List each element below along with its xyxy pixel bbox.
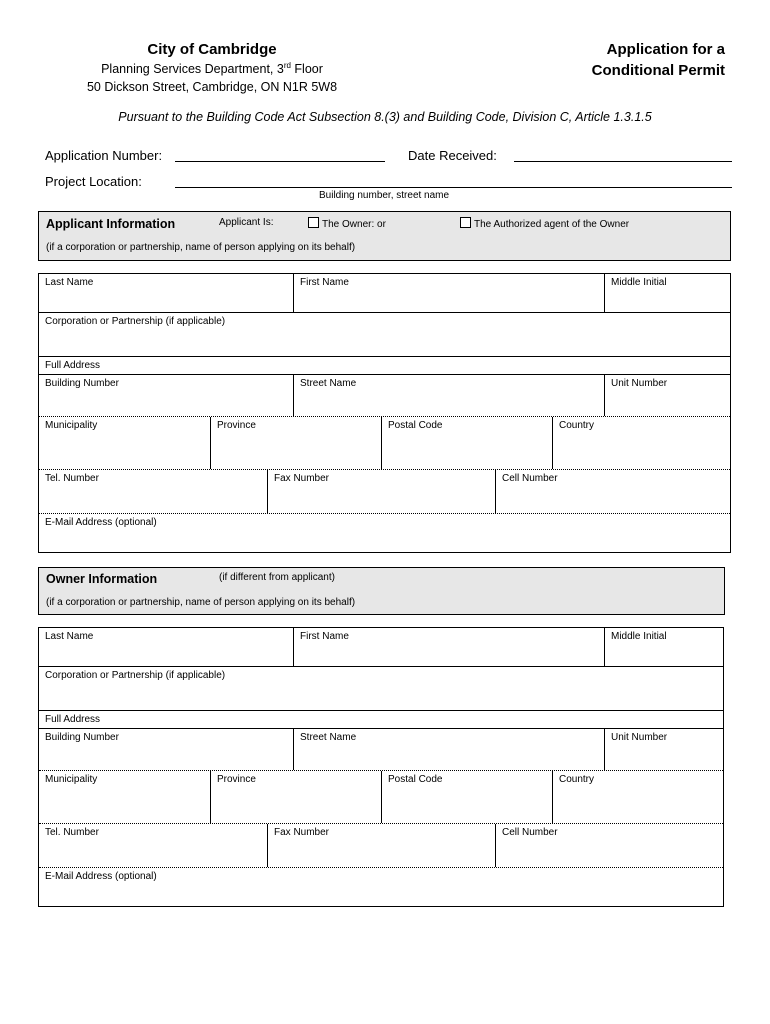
owner-email-label: E-Mail Address (optional) [45, 871, 157, 882]
owner-checkbox[interactable] [308, 217, 319, 228]
owner-full-address-row [39, 711, 723, 729]
owner-corporation-label: Corporation or Partnership (if applicable) [45, 670, 226, 681]
region-row [39, 417, 730, 470]
full-address-row [39, 357, 730, 375]
owner-name-row [39, 628, 723, 667]
owner-tel-number-field[interactable] [39, 824, 267, 867]
owner-fax-number-field[interactable] [267, 824, 495, 867]
name-row [39, 274, 730, 313]
street-name-field[interactable] [293, 375, 604, 416]
middle-initial-label: Middle Initial [611, 277, 667, 288]
owner-email-field[interactable] [39, 868, 723, 906]
agent-checkbox[interactable] [460, 217, 471, 228]
owner-municipality-field[interactable] [39, 771, 210, 823]
date-received-label: Date Received: [408, 148, 497, 163]
owner-cell-number-field[interactable] [495, 824, 723, 867]
owner-info-panel [38, 567, 725, 615]
full-address-label: Full Address [45, 360, 101, 371]
last-name-field[interactable] [39, 274, 293, 312]
owner-full-address-header [39, 711, 723, 728]
postal-code-field[interactable] [381, 417, 552, 469]
applicant-fields-grid [38, 273, 731, 553]
owner-province-label: Province [217, 774, 256, 785]
owner-corporation-field[interactable] [39, 667, 723, 710]
municipality-field[interactable] [39, 417, 210, 469]
applicant-info-panel [38, 211, 731, 261]
owner-building-number-field[interactable] [39, 729, 293, 770]
cell-number-field[interactable] [495, 470, 730, 513]
applicant-is-label: Applicant Is: [219, 217, 274, 228]
owner-tel-number-label: Tel. Number [45, 827, 99, 838]
first-name-label: First Name [300, 277, 349, 288]
corporation-field[interactable] [39, 313, 730, 356]
applicant-note: (if a corporation or partnership, name of person applying on its behalf) [46, 242, 356, 253]
tel-number-label: Tel. Number [45, 473, 99, 484]
owner-first-name-field[interactable] [293, 628, 604, 666]
phone-row [39, 470, 730, 514]
country-field[interactable] [552, 417, 730, 469]
unit-number-field[interactable] [604, 375, 730, 416]
owner-postal-code-label: Postal Code [388, 774, 443, 785]
corporation-label: Corporation or Partnership (if applicable) [45, 316, 226, 327]
form-title-line-2: Conditional Permit [591, 62, 725, 79]
owner-building-number-label: Building Number [45, 732, 119, 743]
project-location-hint: Building number, street name [319, 190, 450, 201]
postal-code-label: Postal Code [388, 420, 443, 431]
full-address-header [39, 357, 730, 374]
owner-option-label: The Owner: or [322, 219, 386, 230]
owner-municipality-label: Municipality [45, 774, 98, 785]
owner-corporation-row [39, 667, 723, 711]
street-name-label: Street Name [300, 378, 357, 389]
owner-cell-number-label: Cell Number [502, 827, 558, 838]
owner-street-row [39, 729, 723, 771]
middle-initial-field[interactable] [604, 274, 730, 312]
street-row [39, 375, 730, 417]
agent-option[interactable] [460, 217, 629, 230]
owner-unit-number-field[interactable] [604, 729, 723, 770]
project-location-field[interactable] [175, 187, 732, 188]
form-title-line-1: Application for a [606, 41, 725, 58]
application-number-label: Application Number: [45, 148, 163, 163]
owner-last-name-field[interactable] [39, 628, 293, 666]
pursuant-statement: Pursuant to the Building Code Act Subsection 8.(3) and Building Code, Division C, Article 1.3.1.5 [118, 110, 652, 124]
city-name: City of Cambridge [147, 41, 277, 58]
owner-fields-grid [38, 627, 724, 907]
department-tail: Floor [290, 62, 323, 77]
last-name-label: Last Name [45, 277, 94, 288]
province-label: Province [217, 420, 256, 431]
municipality-label: Municipality [45, 420, 98, 431]
project-location-label: Project Location: [45, 174, 142, 189]
owner-country-field[interactable] [552, 771, 723, 823]
agent-option-label: The Authorized agent of the Owner [474, 219, 630, 230]
owner-info-title: Owner Information [46, 572, 158, 586]
applicant-info-title: Applicant Information [46, 217, 176, 231]
fax-number-field[interactable] [267, 470, 495, 513]
owner-region-row [39, 771, 723, 824]
owner-country-label: Country [559, 774, 595, 785]
owner-fax-number-label: Fax Number [274, 827, 330, 838]
email-field[interactable] [39, 514, 730, 552]
owner-if-different-note: (if different from applicant) [219, 572, 335, 583]
city-address: 50 Dickson Street, Cambridge, ON N1R 5W8 [86, 80, 338, 94]
owner-phone-row [39, 824, 723, 868]
owner-province-field[interactable] [210, 771, 381, 823]
application-number-field[interactable] [175, 161, 385, 162]
owner-last-name-label: Last Name [45, 631, 94, 642]
fax-number-label: Fax Number [274, 473, 330, 484]
building-number-field[interactable] [39, 375, 293, 416]
first-name-field[interactable] [293, 274, 604, 312]
owner-option[interactable] [308, 217, 386, 230]
country-label: Country [559, 420, 595, 431]
department-text: Planning Services Department, 3 [101, 62, 284, 77]
owner-note: (if a corporation or partnership, name of person applying on its behalf) [46, 597, 356, 608]
owner-unit-number-label: Unit Number [611, 732, 668, 743]
department-superscript: rd [283, 61, 291, 70]
owner-street-name-label: Street Name [300, 732, 357, 743]
owner-middle-initial-label: Middle Initial [611, 631, 667, 642]
tel-number-field[interactable] [39, 470, 267, 513]
owner-street-name-field[interactable] [293, 729, 604, 770]
department-line [0, 61, 424, 76]
date-received-field[interactable] [514, 161, 732, 162]
email-row [39, 514, 730, 553]
province-field[interactable] [210, 417, 381, 469]
owner-middle-initial-field[interactable] [604, 628, 723, 666]
corporation-row [39, 313, 730, 357]
unit-number-label: Unit Number [611, 378, 668, 389]
owner-postal-code-field[interactable] [381, 771, 552, 823]
owner-first-name-label: First Name [300, 631, 349, 642]
cell-number-label: Cell Number [502, 473, 558, 484]
owner-email-row [39, 868, 723, 907]
building-number-label: Building Number [45, 378, 119, 389]
email-label: E-Mail Address (optional) [45, 517, 157, 528]
owner-full-address-label: Full Address [45, 714, 101, 725]
